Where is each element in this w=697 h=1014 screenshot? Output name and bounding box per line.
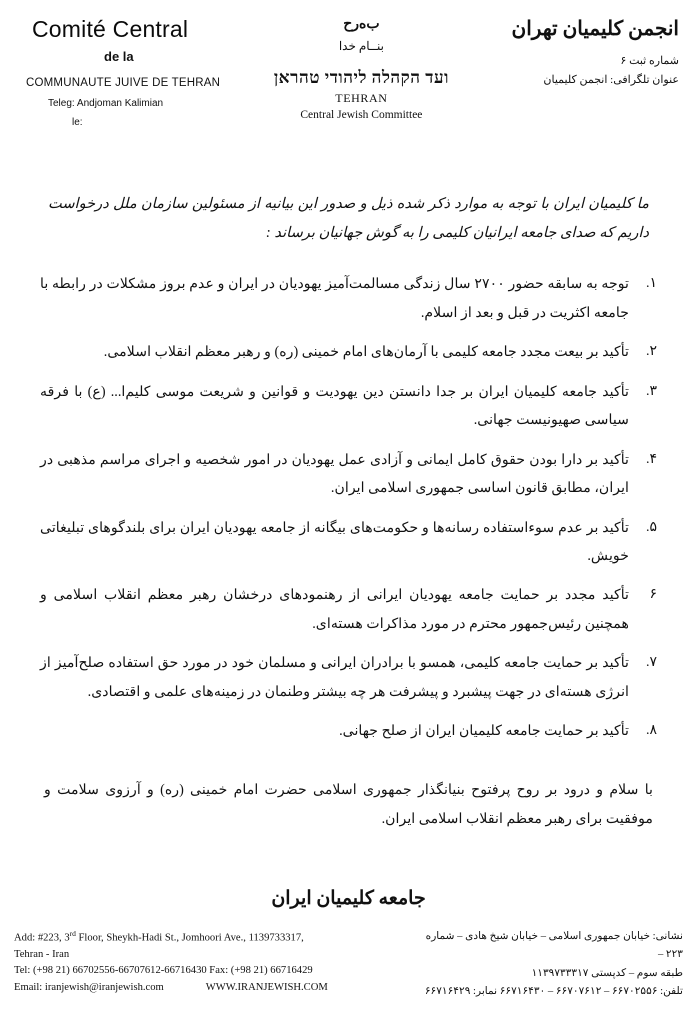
closing-paragraph: با سلام و درود بر روح پرفتوح بنیانگذار جمهوری اسلامی حضرت امام خمینی (ره) و آرزوی سلامت و موفقیت برای رهبر معظم انقلاب اسلامی ایران. — [44, 781, 653, 827]
benam-khoda: بنــام خدا — [338, 39, 384, 53]
list-item — [40, 649, 657, 706]
footer-phone-persian: تلفن: ۶۶۷۰۲۵۵۶ – ۶۶۷۰۷۶۱۲ – ۶۶۷۱۶۴۳۰ نمابر: ۶۶۷۱۶۴۲۹ — [424, 986, 683, 998]
list-item — [40, 717, 657, 746]
list-item — [40, 270, 657, 327]
list-item — [40, 514, 657, 571]
list-item-text: تأکید جامعه کلیمیان ایران بر جدا دانستن دین یهودیت و قوانین و شریعت موسی کلیم‌ا... (ع) با فرقه سیاسی صهیونیست جهانی. — [40, 383, 629, 429]
footer-address-persian: نشانی: خیابان جمهوری اسلامی – خیابان شیخ هادی – شماره ۲۲۳ – — [425, 930, 683, 961]
registration-number: شماره ثبت ۶ — [620, 55, 679, 67]
intro-paragraph: ما کلیمیان ایران با توجه به موارد ذکر شده ذیل و صدور این بیانیه از مسئولین سازمان ملل درخواست داریم که صدای جامعه ایرانیان کلیمی را به گوش جهانیان برساند : — [48, 196, 649, 242]
list-item — [40, 446, 657, 503]
list-item-number: ۱. — [645, 276, 657, 292]
letterhead — [18, 14, 679, 128]
footer-city-line: Tehran - Iran — [14, 948, 70, 960]
letterhead-center — [252, 14, 470, 121]
date-label-french: le: — [72, 117, 83, 128]
footer-email[interactable]: Email: iranjewish@iranjewish.com — [14, 981, 164, 993]
footer-address-post: Floor, Sheykh-Hadi St., Jomhoori Ave., 1139733317, — [75, 932, 304, 944]
list-item-text: تأکید مجدد بر حمایت جامعه یهودیان ایرانی از رهنمودهای درخشان رهبر معظم انقلاب اسلامی و همچنین رئیس‌جمهور محترم در مورد مذاکرات هسته‌ای. — [40, 587, 629, 632]
list-item-number: ۳. — [645, 383, 657, 399]
telegraph-label-persian: عنوان تلگرافی: انجمن کلیمیان — [543, 74, 679, 86]
signature-line: جامعه کلیمیان ایران — [271, 887, 426, 909]
letterhead-right — [471, 14, 679, 86]
list-item-text: تأکید بر حمایت جامعه کلیمی، همسو با برادران ایرانی و مسلمان خود در مورد حق استفاده صلح‌آمیز از انرژی هسته‌ای در جهت پیشبرد و پیشرفت هر چه بیشتر وطنمان در زمینه‌های علمی و اقتصادی. — [40, 655, 629, 700]
list-item — [40, 338, 657, 367]
list-item-number: ۴. — [645, 451, 657, 467]
list-item-text: تأکید بر بیعت مجدد جامعه کلیمی با آرمان‌های امام خمینی (ره) و رهبر معظم انقلاب اسلامی. — [103, 344, 629, 361]
letterhead-left — [18, 14, 252, 128]
city-name: TEHRAN — [335, 91, 388, 105]
organization-dela: de la — [104, 49, 134, 64]
list-item-text: تأکید بر دارا بودن حقوق کامل ایمانی و آزادی عمل یهودیان در امور شخصیه و اجرای مراسم مذهبی در ایران، مطابق قانون اساسی جمهوری اسلامی ایران. — [40, 451, 629, 497]
list-item-number: ۷. — [645, 655, 657, 671]
footer-website[interactable]: WWW.IRANJEWISH.COM — [205, 981, 328, 993]
telegraph-label-french: Teleg: Andjoman Kalimian — [48, 98, 164, 109]
footer-address-line — [14, 928, 394, 947]
list-item-text: تأکید بر حمایت جامعه کلیمیان ایران از صلح جهانی. — [339, 722, 629, 739]
list-item-number: ۲. — [645, 344, 657, 360]
footer-english — [14, 928, 394, 996]
footer-persian — [408, 928, 683, 1002]
demand-list — [40, 270, 657, 745]
document-body — [18, 190, 679, 919]
list-item — [40, 581, 657, 638]
list-item-text: توجه به سابقه حضور ۲۷۰۰ سال زندگی مسالمت‌آمیز یهودیان در ایران و عدم بروز مشکلات در رابطه با جامعه اکثریت در قبل و بعد از اسلام. — [40, 276, 630, 321]
list-item-text: تأکید بر عدم سوءاستفاده رسانه‌ها و حکومت‌های بیگانه از جامعه یهودیان ایران برای بلندگوهای تبلیغاتی خویش. — [40, 519, 629, 564]
organization-name-english: Central Jewish Committee — [300, 109, 423, 121]
footer-phone-line: Tel: (+98 21) 66702556-66707612-66716430 Fax: (+98 21) 66716429 — [14, 965, 313, 977]
list-item-number: ۵. — [645, 519, 657, 535]
list-item-number: ۸. — [645, 722, 657, 738]
footer-postal-persian: طبقه سوم – کدپستی ۱۱۳۹۷۳۳۳۱۷ — [531, 967, 683, 979]
organization-name-french: COMMUNAUTE JUIVE DE TEHRAN — [26, 77, 221, 89]
list-item — [40, 378, 657, 435]
footer-address-ordinal: rd — [69, 928, 76, 938]
list-item-number: ۶ — [649, 587, 657, 603]
footer-address-pre: Add: #223, 3 — [14, 932, 70, 944]
organization-name-persian: انجمن کلیمیان تهران — [511, 18, 679, 40]
footer — [0, 928, 697, 1002]
besmeh-abbreviation: ب‌ه‌ر‌ح — [343, 17, 380, 32]
organization-name-hebrew: ועד הקהלה ליהודי טהראן — [273, 68, 449, 87]
footer-contact-line — [14, 980, 394, 996]
organization-title-french: Comité Central — [32, 16, 189, 42]
